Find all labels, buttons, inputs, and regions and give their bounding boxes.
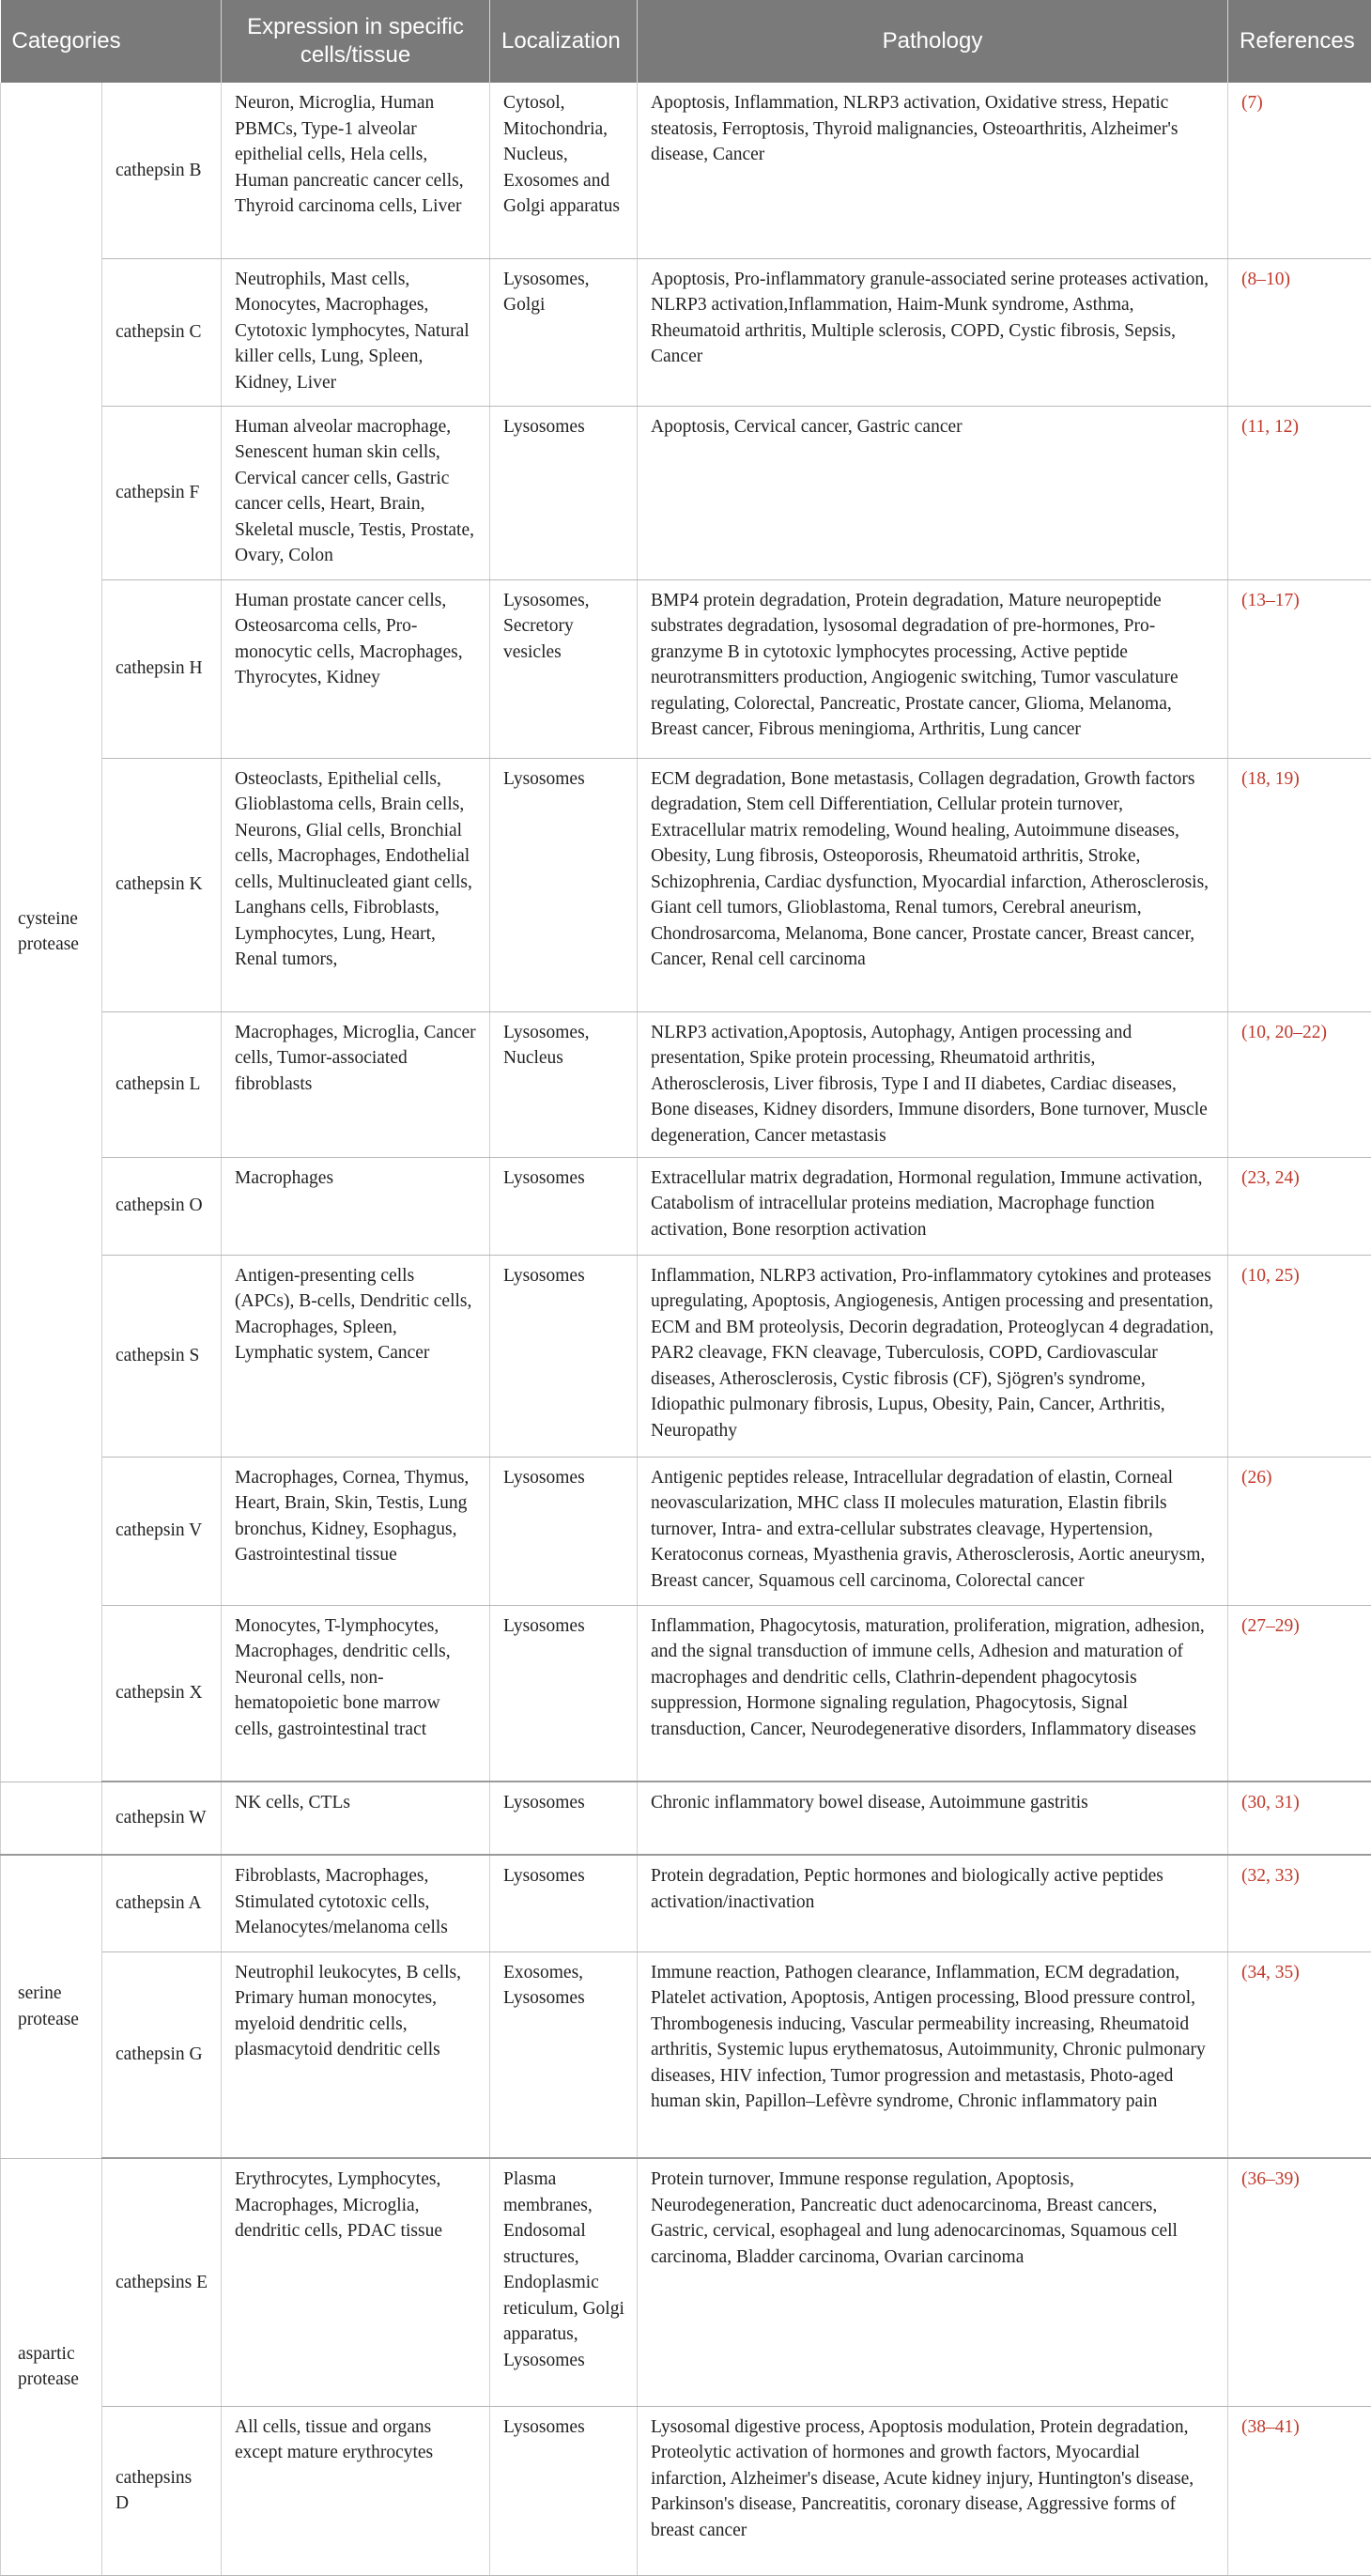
table-row bbox=[1, 1855, 1371, 1951]
localization-cell: Lysosomes bbox=[490, 1605, 638, 1782]
cathepsin-name: cathepsin H bbox=[102, 579, 222, 758]
expression-cell: Osteoclasts, Epithelial cells, Glioblastoma cells, Brain cells, Neurons, Glial cells, Bronchial cells, Macrophages, Endothelial cells, Multinucleated giant cells, Langhans cells, Fibroblasts, Lymphocytes, Lung, Heart, Renal tumors, bbox=[222, 758, 490, 1011]
reference-link[interactable]: (7) bbox=[1228, 83, 1371, 258]
table-row bbox=[1, 83, 1371, 258]
pathology-cell: Antigenic peptides release, Intracellular degradation of elastin, Corneal neovascularization, MHC class II molecules maturation, Elastin fibrils turnover, Intra- and extra-cellular substrates cleavage, Hypertension, Keratoconus corneas, Myasthenia gravis, Atherosclerosis, Aortic aneurysm, Breast cancer, Squamous cell carcinoma, Colorectal cancer bbox=[638, 1457, 1228, 1605]
expression-cell: Human prostate cancer cells, Osteosarcoma cells, Pro-monocytic cells, Macrophages, Thyrocytes, Kidney bbox=[222, 579, 490, 758]
pathology-cell: BMP4 protein degradation, Protein degradation, Mature neuropeptide substrates degradation, lysosomal degradation of pre-hormones, Pro-granzyme B in cytotoxic lymphocytes processing, Active peptide neurotransmitters production, Angiogenic switching, Tumor vasculature regulating, Colorectal, Pancreatic, Prostate cancer, Glioma, Melanoma, Breast cancer, Fibrous meningioma, Arthritis, Lung cancer bbox=[638, 579, 1228, 758]
header-categories: Categories bbox=[1, 0, 222, 83]
table-row bbox=[1, 1011, 1371, 1157]
localization-cell: Lysosomes bbox=[490, 1782, 638, 1855]
reference-link[interactable]: (18, 19) bbox=[1228, 758, 1371, 1011]
localization-cell: Lysosomes bbox=[490, 1157, 638, 1255]
expression-cell: NK cells, CTLs bbox=[222, 1782, 490, 1855]
cathepsin-name: cathepsin G bbox=[102, 1951, 222, 2158]
expression-cell: Monocytes, T-lymphocytes, Macrophages, dendritic cells, Neuronal cells, non-hematopoietic bone marrow cells, gastrointestinal tract bbox=[222, 1605, 490, 1782]
expression-cell: Erythrocytes, Lymphocytes, Macrophages, Microglia, dendritic cells, PDAC tissue bbox=[222, 2158, 490, 2406]
pathology-cell: Chronic inflammatory bowel disease, Autoimmune gastritis bbox=[638, 1782, 1228, 1855]
group-empty bbox=[1, 1782, 102, 1855]
localization-cell: Lysosomes bbox=[490, 406, 638, 579]
reference-link[interactable]: (10, 25) bbox=[1228, 1255, 1371, 1457]
localization-cell: Lysosomes, Nucleus bbox=[490, 1011, 638, 1157]
table-row bbox=[1, 258, 1371, 406]
localization-cell: Lysosomes bbox=[490, 2406, 638, 2575]
table-row bbox=[1, 1951, 1371, 2158]
reference-link[interactable]: (30, 31) bbox=[1228, 1782, 1371, 1855]
reference-link[interactable]: (38–41) bbox=[1228, 2406, 1371, 2575]
table-row bbox=[1, 1782, 1371, 1855]
cathepsin-name: cathepsin X bbox=[102, 1605, 222, 1782]
table-row bbox=[1, 1255, 1371, 1457]
header-pathology: Pathology bbox=[638, 0, 1228, 83]
expression-cell: Fibroblasts, Macrophages, Stimulated cytotoxic cells, Melanocytes/melanoma cells bbox=[222, 1855, 490, 1951]
cathepsin-name: cathepsin W bbox=[102, 1782, 222, 1855]
reference-link[interactable]: (36–39) bbox=[1228, 2158, 1371, 2406]
pathology-cell: Immune reaction, Pathogen clearance, Inflammation, ECM degradation, Platelet activation, Apoptosis, Antigen processing, Blood pressure control, Thrombogenesis inducing, Vascular permeability increasing, Rheumatoid arthritis, Systemic lupus erythematosus, Autoimmunity, Chronic pulmonary diseases, HIV infection, Tumor progression and metastasis, Photo-aged human skin, Papillon–Lefèvre syndrome, Chronic inflammatory pain bbox=[638, 1951, 1228, 2158]
expression-cell: Antigen-presenting cells (APCs), B-cells, Dendritic cells, Macrophages, Spleen, Lymphatic system, Cancer bbox=[222, 1255, 490, 1457]
expression-cell: Neuron, Microglia, Human PBMCs, Type-1 alveolar epithelial cells, Hela cells, Human pancreatic cancer cells, Thyroid carcinoma cells, Liver bbox=[222, 83, 490, 258]
reference-link[interactable]: (32, 33) bbox=[1228, 1855, 1371, 1951]
pathology-cell: Protein degradation, Peptic hormones and biologically active peptides activation/inactivation bbox=[638, 1855, 1228, 1951]
expression-cell: Macrophages, Microglia, Cancer cells, Tumor-associated fibroblasts bbox=[222, 1011, 490, 1157]
header-expression: Expression in specific cells/tissue bbox=[222, 0, 490, 83]
header-references: References bbox=[1228, 0, 1371, 83]
localization-cell: Lysosomes bbox=[490, 1855, 638, 1951]
localization-cell: Lysosomes bbox=[490, 1457, 638, 1605]
table-row bbox=[1, 1457, 1371, 1605]
pathology-cell: Protein turnover, Immune response regulation, Apoptosis, Neurodegeneration, Pancreatic duct adenocarcinoma, Breast cancers, Gastric, cervical, esophageal and lung adenocarcinomas, Squamous cell carcinoma, Bladder carcinoma, Ovarian carcinoma bbox=[638, 2158, 1228, 2406]
localization-cell: Plasma membranes, Endosomal structures, Endoplasmic reticulum, Golgi apparatus, Lysosomes bbox=[490, 2158, 638, 2406]
table-row bbox=[1, 1605, 1371, 1782]
cathepsin-name: cathepsin B bbox=[102, 83, 222, 258]
localization-cell: Lysosomes, Secretory vesicles bbox=[490, 579, 638, 758]
expression-cell: Macrophages, Cornea, Thymus, Heart, Brain, Skin, Testis, Lung bronchus, Kidney, Esophagus, Gastrointestinal tissue bbox=[222, 1457, 490, 1605]
table-row bbox=[1, 1157, 1371, 1255]
cathepsin-name: cathepsins E bbox=[102, 2158, 222, 2406]
reference-link[interactable]: (26) bbox=[1228, 1457, 1371, 1605]
table-row bbox=[1, 579, 1371, 758]
reference-link[interactable]: (27–29) bbox=[1228, 1605, 1371, 1782]
group-serine-protease: serine protease bbox=[1, 1855, 102, 2158]
pathology-cell: Apoptosis, Pro-inflammatory granule-associated serine proteases activation, NLRP3 activation,Inflammation, Haim-Munk syndrome, Asthma, Rheumatoid arthritis, Multiple sclerosis, COPD, Cystic fibrosis, Sepsis, Cancer bbox=[638, 258, 1228, 406]
table-row bbox=[1, 2158, 1371, 2406]
reference-link[interactable]: (11, 12) bbox=[1228, 406, 1371, 579]
pathology-cell: Inflammation, NLRP3 activation, Pro-inflammatory cytokines and proteases upregulating, Apoptosis, Angiogenesis, Antigen processing and presentation, ECM and BM proteolysis, Decorin degradation, Proteoglycan 4 degradation, PAR2 cleavage, FKN cleavage, Tuberculosis, COPD, Cardiovascular diseases, Atherosclerosis, Cystic fibrosis (CF), Sjögren's syndrome, Idiopathic pulmonary fibrosis, Lupus, Obesity, Pain, Cancer, Arthritis, Neuropathy bbox=[638, 1255, 1228, 1457]
localization-cell: Lysosomes, Golgi bbox=[490, 258, 638, 406]
localization-cell: Exosomes, Lysosomes bbox=[490, 1951, 638, 2158]
reference-link[interactable]: (13–17) bbox=[1228, 579, 1371, 758]
localization-cell: Lysosomes bbox=[490, 758, 638, 1011]
table-row bbox=[1, 758, 1371, 1011]
pathology-cell: Inflammation, Phagocytosis, maturation, proliferation, migration, adhesion, and the signal transduction of immune cells, Adhesion and maturation of macrophages and dendritic cells, Clathrin-dependent phagocytosis suppression, Hormone signaling regulation, Phagocytosis, Signal transduction, Cancer, Neurodegenerative disorders, Inflammatory diseases bbox=[638, 1605, 1228, 1782]
pathology-cell: Apoptosis, Inflammation, NLRP3 activation, Oxidative stress, Hepatic steatosis, Ferroptosis, Thyroid malignancies, Osteoarthritis, Alzheimer's disease, Cancer bbox=[638, 83, 1228, 258]
header-row bbox=[1, 0, 1371, 83]
pathology-cell: Extracellular matrix degradation, Hormonal regulation, Immune activation, Catabolism of intracellular proteins mediation, Macrophage function activation, Bone resorption activation bbox=[638, 1157, 1228, 1255]
pathology-cell: Apoptosis, Cervical cancer, Gastric cancer bbox=[638, 406, 1228, 579]
cathepsin-name: cathepsin S bbox=[102, 1255, 222, 1457]
expression-cell: Human alveolar macrophage, Senescent human skin cells, Cervical cancer cells, Gastric cancer cells, Heart, Brain, Skeletal muscle, Testis, Prostate, Ovary, Colon bbox=[222, 406, 490, 579]
expression-cell: Macrophages bbox=[222, 1157, 490, 1255]
cathepsin-name: cathepsin F bbox=[102, 406, 222, 579]
cathepsin-name: cathepsin V bbox=[102, 1457, 222, 1605]
expression-cell: All cells, tissue and organs except mature erythrocytes bbox=[222, 2406, 490, 2575]
pathology-cell: ECM degradation, Bone metastasis, Collagen degradation, Growth factors degradation, Stem cell Differentiation, Cellular protein turnover, Extracellular matrix remodeling, Wound healing, Autoimmune diseases, Obesity, Lung fibrosis, Osteoporosis, Rheumatoid arthritis, Stroke, Schizophrenia, Cardiac dysfunction, Myocardial infarction, Atherosclerosis, Giant cell tumors, Glioblastoma, Renal tumors, Cerebral aneurism, Chondrosarcoma, Melanoma, Bone cancer, Prostate cancer, Breast cancer, Cancer, Renal cell carcinoma bbox=[638, 758, 1228, 1011]
pathology-cell: NLRP3 activation,Apoptosis, Autophagy, Antigen processing and presentation, Spike protein processing, Rheumatoid arthritis, Atherosclerosis, Liver fibrosis, Type I and II diabetes, Cardiac diseases, Bone diseases, Kidney disorders, Immune disorders, Bone turnover, Muscle degeneration, Cancer metastasis bbox=[638, 1011, 1228, 1157]
reference-link[interactable]: (8–10) bbox=[1228, 258, 1371, 406]
reference-link[interactable]: (10, 20–22) bbox=[1228, 1011, 1371, 1157]
header-localization: Localization bbox=[490, 0, 638, 83]
cathepsin-name: cathepsin L bbox=[102, 1011, 222, 1157]
expression-cell: Neutrophil leukocytes, B cells, Primary human monocytes, myeloid dendritic cells, plasmacytoid dendritic cells bbox=[222, 1951, 490, 2158]
localization-cell: Cytosol, Mitochondria, Nucleus, Exosomes and Golgi apparatus bbox=[490, 83, 638, 258]
localization-cell: Lysosomes bbox=[490, 1255, 638, 1457]
table-row bbox=[1, 2406, 1371, 2575]
cathepsin-name: cathepsin C bbox=[102, 258, 222, 406]
cathepsin-name: cathepsins D bbox=[102, 2406, 222, 2575]
group-cysteine-protease: cysteine protease bbox=[1, 83, 102, 1782]
group-aspartic-protease: aspartic protease bbox=[1, 2158, 102, 2575]
cathepsin-name: cathepsin A bbox=[102, 1855, 222, 1951]
reference-link[interactable]: (34, 35) bbox=[1228, 1951, 1371, 2158]
cathepsin-name: cathepsin K bbox=[102, 758, 222, 1011]
expression-cell: Neutrophils, Mast cells, Monocytes, Macrophages, Cytotoxic lymphocytes, Natural killer cells, Lung, Spleen, Kidney, Liver bbox=[222, 258, 490, 406]
cathepsin-name: cathepsin O bbox=[102, 1157, 222, 1255]
reference-link[interactable]: (23, 24) bbox=[1228, 1157, 1371, 1255]
pathology-cell: Lysosomal digestive process, Apoptosis modulation, Protein degradation, Proteolytic activation of hormones and growth factors, Myocardial infarction, Alzheimer's disease, Acute kidney injury, Huntington's disease, Parkinson's disease, Pancreatitis, coronary disease, Aggressive forms of breast cancer bbox=[638, 2406, 1228, 2575]
table-row bbox=[1, 406, 1371, 579]
